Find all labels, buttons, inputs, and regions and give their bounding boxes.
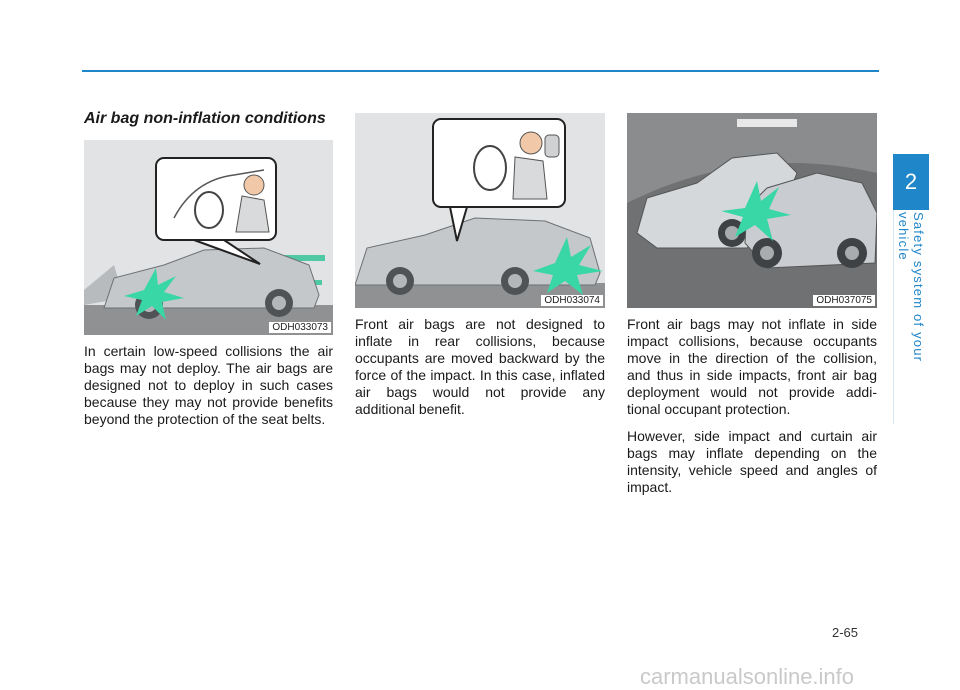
- side-impact-illustration: [627, 113, 877, 308]
- figure-code: ODH037075: [813, 295, 875, 306]
- figure-code: ODH033073: [269, 322, 331, 333]
- section-number-tab: 2: [893, 154, 929, 210]
- section-title: Safety system of your vehicle: [896, 212, 926, 363]
- rear-collision-illustration: [355, 113, 605, 308]
- figure-code: ODH033074: [541, 295, 603, 306]
- paragraph: In certain low-speed collisions the air bags may not deploy. The air bags are designed not to deploy in such cases because they may not provide benefits beyond the protection of the seat belts.: [84, 343, 333, 427]
- watermark: carmanualsonline.info: [640, 664, 855, 689]
- column-3-text: [627, 316, 877, 506]
- paragraph: Front air bags are not designed to inflate in rear collisions, because occupants are moved backward by the force of the impact. In this case, inflated air bags would not provide any additional benefit.: [355, 316, 605, 417]
- section-heading: Air bag non-inflation conditions: [84, 110, 326, 127]
- paragraph: However, side impact and curtain air bags may inflate depending on the intensity, vehicle speed and angles of impact.: [627, 428, 877, 495]
- column-2-text: [355, 316, 605, 428]
- top-rule: [82, 70, 879, 72]
- paragraph: Front air bags may not inflate in side impact collisions, because occupants move in the direction of the collision, and thus in side impacts, front air bag deployment would not provide addi-tional occupant protection.: [627, 316, 877, 417]
- low-speed-collision-illustration: [84, 140, 333, 335]
- page-number: 2-65: [832, 625, 859, 640]
- column-1-text: [84, 343, 333, 438]
